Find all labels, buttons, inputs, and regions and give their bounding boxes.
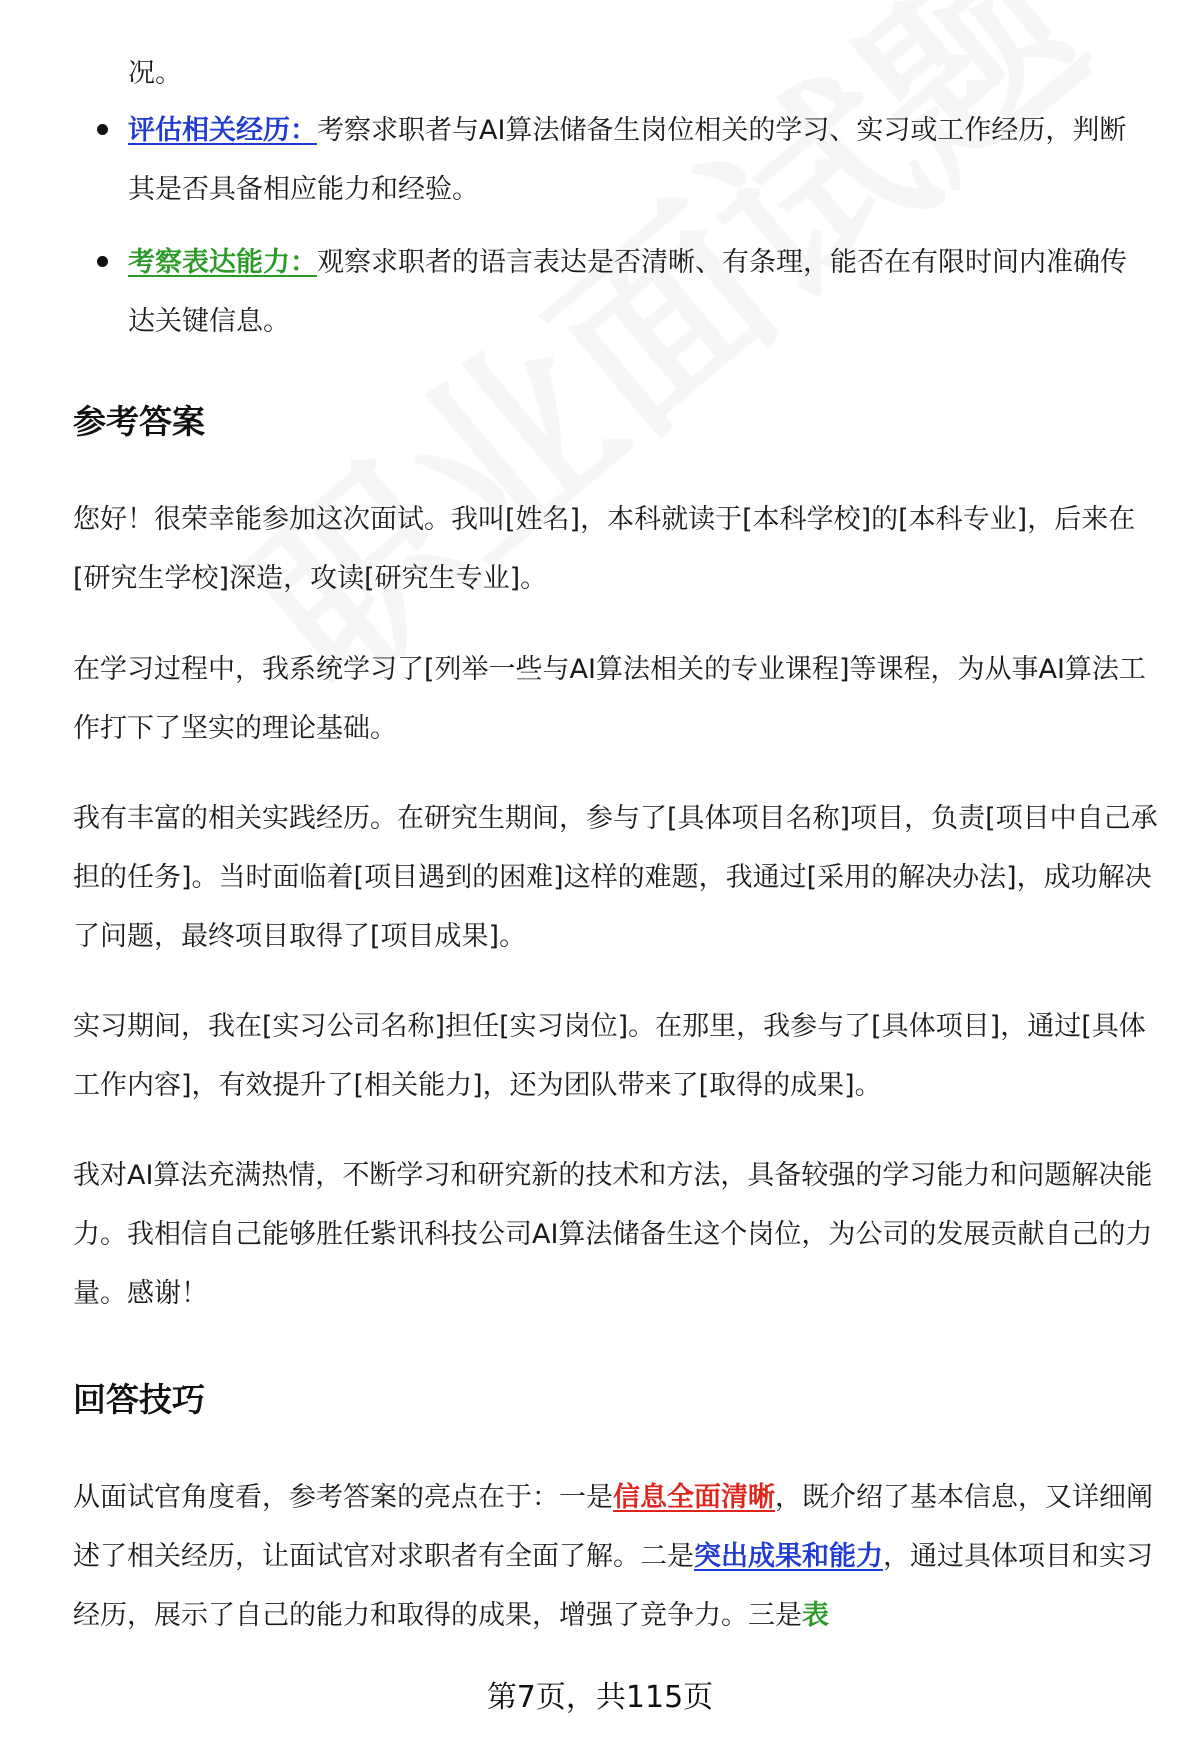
- tips-highlight-1: 信息全面清晰: [613, 1482, 775, 1513]
- bullet-item-1: [128, 101, 1128, 219]
- tips-text-2: ，既介绍了基本信息，又详细阐述了相关经历，让面试官对求职者有全面了解。二是: [73, 1482, 1153, 1572]
- tips-text-1: 从面试官角度看，参考答案的亮点在于：一是: [73, 1482, 613, 1513]
- tips-highlight-2: 突出成果和能力: [694, 1541, 883, 1572]
- bullet-keyword-2: 考察表达能力：: [128, 247, 317, 278]
- bullet-item-2: [128, 233, 1128, 351]
- tips-text-3: ，通过具体项目和实习经历，展示了自己的能力和取得的成果，增强了竞争力。三是: [73, 1541, 1153, 1631]
- bullet-text-2: 观察求职者的语言表达是否清晰、有条理，能否在有限时间内准确传达关键信息。: [128, 247, 1127, 337]
- bullet-keyword-1: 评估相关经历：: [128, 115, 317, 146]
- answer-paragraph-4: 实习期间，我在[实习公司名称]担任[实习岗位]。在那里，我参与了[具体项目]，通过[具体工作内容]，有效提升了[相关能力]，还为团队带来了[取得的成果]。: [73, 1011, 1146, 1101]
- answer-paragraph-5: 我对AI算法充满热情，不断学习和研究新的技术和方法，具备较强的学习能力和问题解决能力。我相信自己能够胜任紫讯科技公司AI算法储备生这个岗位，为公司的发展贡献自己的力量。感谢！: [73, 1160, 1153, 1309]
- section-title-tips: 回答技巧: [73, 1380, 205, 1419]
- intro-tail: 况。: [128, 58, 182, 89]
- tips-paragraph: [73, 1468, 1163, 1645]
- answer-paragraph-3: 我有丰富的相关实践经历。在研究生期间，参与了[具体项目名称]项目，负责[项目中自己承担的任务]。当时面临着[项目遇到的困难]这样的难题，我通过[采用的解决办法]，成功解决了问题，最终项目取得了[项目成果]。: [73, 803, 1158, 952]
- section-title-answer: 参考答案: [73, 402, 205, 441]
- tips-highlight-3: 表: [802, 1600, 829, 1631]
- bullet-text-1: 考察求职者与AI算法储备生岗位相关的学习、实习或工作经历，判断其是否具备相应能力和经验。: [128, 115, 1127, 205]
- bullet-dot-2: [97, 256, 108, 267]
- page-footer: 第7页，共115页: [486, 1680, 714, 1715]
- answer-paragraph-2: 在学习过程中，我系统学习了[列举一些与AI算法相关的专业课程]等课程，为从事AI算法工作打下了坚实的理论基础。: [73, 654, 1146, 744]
- bullet-dot-1: [97, 124, 108, 135]
- answer-paragraph-1: 您好！很荣幸能参加这次面试。我叫[姓名]，本科就读于[本科学校]的[本科专业]，后来在[研究生学校]深造，攻读[研究生专业]。: [73, 504, 1136, 594]
